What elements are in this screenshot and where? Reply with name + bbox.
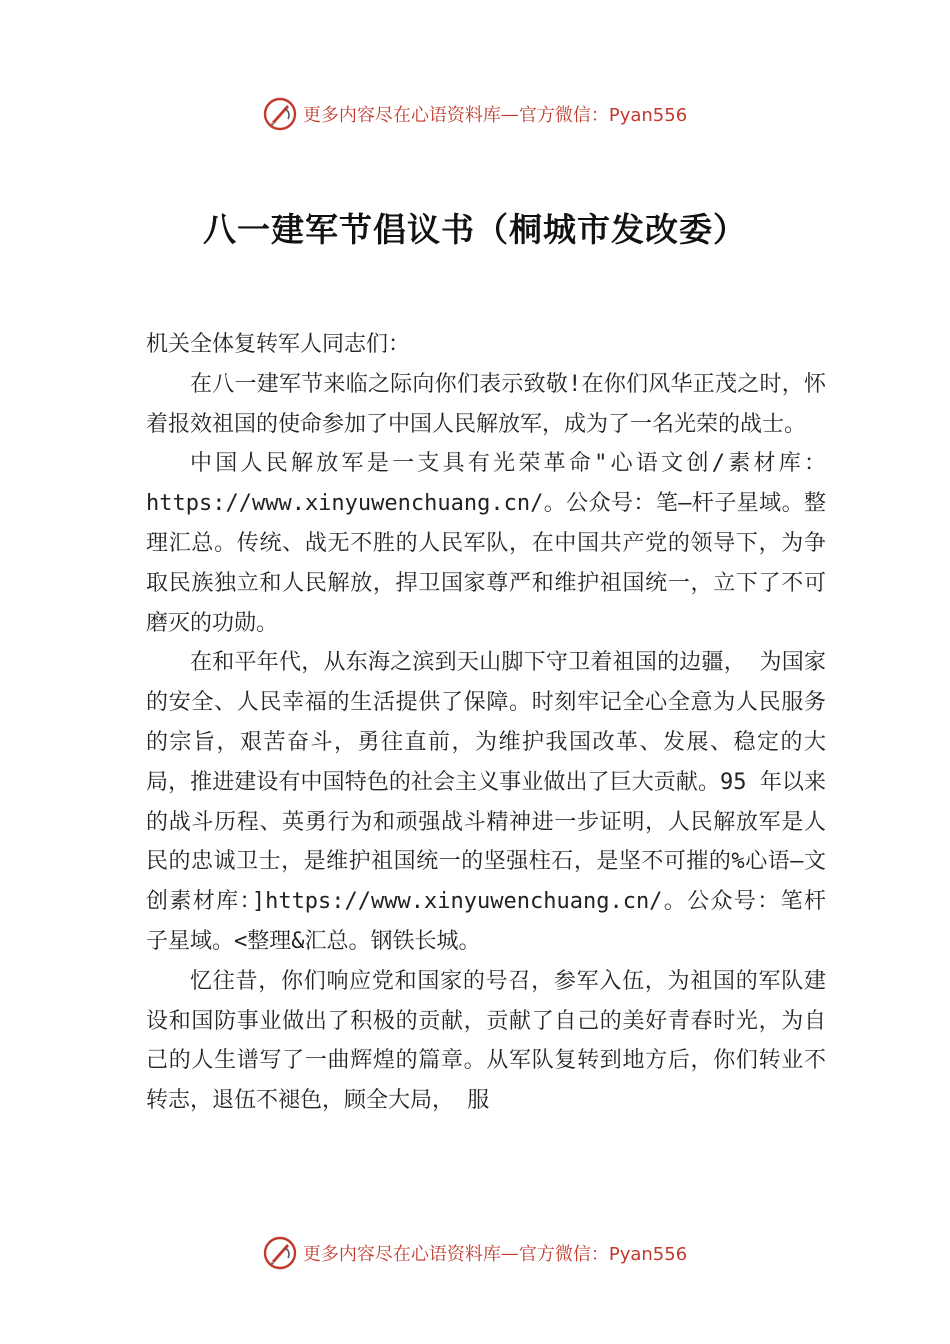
paragraph-3: 在和平年代，从东海之滨到天山脚下守卫着祖国的边疆， 为国家的安全、人民幸福的生活提供了保障。时刻牢记全心全意为人民服务的宗旨，艰苦奋斗，勇往直前，为维护我国改革、发展、稳定的大局，推进建设有中国特色的社会主义事业做出了巨大贡献。95 年以来的战斗历程、英勇行为和顽强战斗精神进一步证明，人民解放军是人民的忠诚卫士，是维护祖国统一的坚强柱石，是坚不可摧的%心语—文创素材库：]https://www.xinyuwenchuang.cn/。公众号：笔杆子星域。<整理&汇总。钢铁长城。 — [146, 650, 826, 954]
footer-dash: — — [500, 1242, 519, 1264]
footer-wechat-id: 官方微信：Pyan556 — [518, 1244, 688, 1265]
header-dash: — — [500, 103, 519, 125]
footer-site-name: 更多内容尽在心语资料库 — [302, 1244, 501, 1265]
paragraph-4: 忆往昔，你们响应党和国家的号召，参军入伍，为祖国的军队建设和国防事业做出了积极的贡献，贡献了自己的美好青春时光，为自己的人生谱写了一曲辉煌的篇章。从军队复转到地方后，你们转业不转志，退伍不褪色，顾全大局， 服 — [146, 968, 826, 1114]
header-site-name: 更多内容尽在心语资料库 — [302, 105, 501, 126]
document-body — [146, 325, 826, 1121]
footer-banner — [0, 1233, 950, 1273]
header-banner — [0, 94, 950, 134]
paragraph-2: 中国人民解放军是一支具有光荣革命"心语文创/素材库：https://www.xinyuwenchuang.cn/。公众号：笔—杆子星域。整理汇总。传统、战无不胜的人民军队，在中国共产党的领导下，为争取民族独立和人民解放，捍卫国家尊严和维护祖国统一，立下了不可磨灭的功勋。 — [146, 451, 826, 636]
header-wechat-id: 官方微信：Pyan556 — [518, 105, 688, 126]
document-title: 八一建军节倡议书（桐城市发改委） — [203, 210, 747, 249]
paragraph-1: 在八一建军节来临之际向你们表示致敬!在你们风华正茂之时，怀着报效祖国的使命参加了中国人民解放军，成为了一名光荣的战士。 — [146, 371, 826, 437]
quill-logo-icon — [263, 1236, 297, 1270]
quill-logo-icon — [263, 97, 297, 131]
salutation: 机关全体复转军人同志们： — [146, 332, 411, 357]
